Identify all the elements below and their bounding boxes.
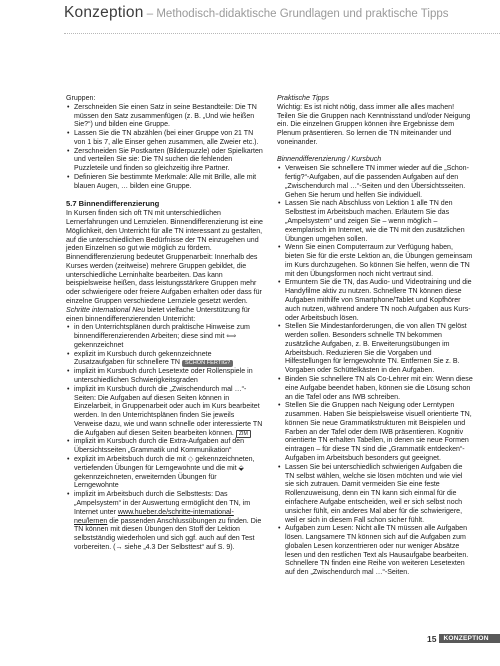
- arrows-icon: ⟺: [226, 333, 237, 341]
- list-item: • implizit im Kursbuch durch Lesetexte oder Rollenspiele in unterschiedlichen Schwierigkeitsgraden: [66, 368, 263, 386]
- list-item: • Lassen Sie bei unterschiedlich schwierigen Aufgaben die TN selbst wählen, welche sie lösen möchten und wie viel sie sich zutrauen. Damit vermeiden Sie eine feste Rollenzuweisung, denn ein TN kann sich einmal für die einfachere Aufgabe entscheiden, weil er sich selbst noch unsicher fühlt, ein anderes Mal aber für die schwierigere, weil er sich in diesem Fall schon sicher fühlt.: [277, 464, 473, 525]
- section-heading: 5.7 Binnendifferenzierung: [66, 199, 160, 209]
- list-item: • Stellen Sie die Gruppen nach Neigung oder Lerntypen zusammen. Haben Sie beispielsweise visuell orientierte TN, können Sie neue Grammatikstrukturen mit Beispielen und Farben an der Tafel oder dem IWB präsentieren. Kognitiv orientierte TN erhalten Tabellen, in denen sie neue Formen eintragen – für diese TN sind die „Grammatik entdecken“-Aufgaben im Arbeitsbuch besonders gut geeignet.: [277, 402, 473, 463]
- tips-heading: Praktische Tipps: [277, 95, 330, 102]
- list-item: • implizit im Kursbuch durch die „Zwischendurch mal …“-Seiten: Die Aufgaben auf diesen Seiten können in Einzelarbeit, in Gruppenarbeit oder auch im Kurs bearbeitet werden. In den Unterrichtsplänen finden Sie jeweils Verweise dazu, wie und wann schnelle oder interessierte TN die Aufgaben auf diesen Seiten bearbeiten können. ZIM: [66, 386, 263, 439]
- header-rule: [64, 33, 500, 34]
- hueber-link[interactable]: www.hueber.de/schritte-international-neu/lernen: [74, 508, 234, 525]
- section-flag: KONZEPTION: [439, 634, 500, 643]
- page-footer: [427, 633, 500, 644]
- features-list: [66, 324, 263, 552]
- section-paragraph: In Kursen finden sich oft TN mit unterschiedlichen Lernerfahrungen und Lernzielen. Binnendifferenzierung ist eine Möglichkeit, den Unterricht für alle TN interessant zu gestalten, auf die unterschiedlichen Bedürfnisse der TN einzugehen und jeden Einzelnen so gut wie möglich zu fördern. Binnendifferenzierung bedeutet Gruppenarbeit: Innerhalb des Kurses werden (zeitweise) mehrere Gruppen gebildet, die unterschiedliche Lerninhalte bearbeiten. Das kann beispielsweise heißen, dass leistungsstärkere Gruppen mehr oder schwierigere oder freiere Aufgaben erhalten oder dass für einzelne Gruppen verschiedene Lernziele gesetzt werden. Schritte international Neu bietet vielfache Unterstützung für einen binnendifferenzierenden Unterricht:: [66, 210, 263, 323]
- list-item: • Zerschneiden Sie Postkarten (Bilderpuzzle) oder Spielkarten und verteilen Sie sie: Die TN suchen die fehlenden Puzzleteile und finden so gleichzeitig ihre Partner.: [66, 148, 263, 174]
- zim-badge: ZIM: [236, 430, 251, 438]
- schon-fertig-badge: SCHON FERTIG?: [182, 360, 233, 367]
- diamond-icon: ◇: [187, 456, 194, 464]
- groups-list: [66, 104, 263, 192]
- list-item: • Lassen Sie nach Abschluss von Lektion 1 alle TN den Selbsttest im Arbeitsbuch machen. Erläutern Sie das „Ampelsystem“ und zeigen Sie – wenn möglich – exemplarisch im Internet, wie die TN mit den zusätzlichen Übungen umgehen sollen.: [277, 200, 473, 244]
- list-item: • Lassen Sie die TN abzählen (bei einer Gruppe von 21 TN von 1 bis 7, alle Einser gehen zusammen, alle Zweier etc.).: [66, 130, 263, 148]
- list-item: • implizit im Kursbuch durch die Extra-Aufgaben auf den Übersichtsseiten „Grammatik und Kommunikation“: [66, 438, 263, 456]
- list-item: • Wenn Sie einen Computerraum zur Verfügung haben, bieten Sie für die erste Lektion an, die Übungen gemeinsam im Kurs durchzugehen. So können Sie helfen, wenn die TN mit den Übungsformen noch nicht vertraut sind.: [277, 244, 473, 279]
- list-item: • Definieren Sie bestimmte Merkmale: Alle mit Brille, alle mit blauen Augen, … bilden eine Gruppe.: [66, 174, 263, 192]
- page-number: 15: [427, 633, 437, 644]
- list-item: • Zerschneiden Sie einen Satz in seine Bestandteile: Die TN müssen den Satz zusammenfügen (z. B. „Und wie heißen Sie?“) und bilden eine Gruppe.: [66, 104, 263, 130]
- list-item: • Stellen Sie Mindestanforderungen, die von allen TN gelöst werden sollen. Besonders schnelle TN bekommen zusätzliche Aufgaben, z. B. Erweiterungsübungen im Arbeitsbuch. Reduzieren Sie die Vorgaben und Hilfestellungen für lerngewohnte TN. Entfernen Sie z. B. Vorgaben oder Schüttelkästen in den Aufgaben.: [277, 323, 473, 376]
- left-column: [66, 95, 263, 553]
- page-header: [64, 4, 500, 32]
- tips-list: [277, 165, 473, 578]
- right-column: [277, 95, 473, 578]
- list-item: • explizit im Kursbuch durch gekennzeichnete Zusatzaufgaben für schnellere TN SCHON FERTIG?: [66, 351, 263, 369]
- tips-subheading: Binnendifferenzierung / Kursbuch: [277, 156, 382, 164]
- page-title: Konzeption: [64, 4, 144, 21]
- list-item: • implizit im Arbeitsbuch durch die Selbsttests: Das „Ampelsystem“ in der Auswertung ermöglicht den TN, im Internet unter www.hueber.de/schritte-international-neu/lernen die passenden Anschlussübungen zu finden. Die TN können mit diesen Übungen den Stoff der Lektion selbstständig wiederholen und sich ggf. auch auf den Test vorbereiten. (→ siehe „4.3 Der Selbsttest“ auf S. 9).: [66, 491, 263, 552]
- groups-label: Gruppen:: [66, 95, 96, 102]
- list-item: • Verweisen Sie schnellere TN immer wieder auf die „Schon-fertig?“-Aufgaben, auf die passenden Aufgaben auf den „Zwischendurch mal …“-Seiten und den Übersichtsseiten. Gehen Sie herum und helfen Sie individuell.: [277, 165, 473, 200]
- list-item: • Ermuntern Sie die TN, das Audio- und Videotraining und die Handyfilme aktiv zu nutzen. Schnellere TN können diese Aufgaben mithilfe von Smartphone/Tablet und Kopfhörer auch nutzen, während andere TN noch Aufgaben aus Kurs- oder Arbeitsbuch lösen.: [277, 279, 473, 323]
- list-item: • Aufgaben zum Lesen: Nicht alle TN müssen alle Aufgaben lösen. Langsamere TN können sich auf die Aufgaben zum globalen Lesen konzentrieren oder nur weniger Absätze lesen und den restlichen Text als Hausaufgabe bearbeiten. Schnellere TN finden eine Reihe von weiteren Lesetexten auf den „Zwischendurch mal …“-Seiten.: [277, 525, 473, 578]
- tips-paragraph: Wichtig: Es ist nicht nötig, dass immer alle alles machen! Teilen Sie die Gruppen nach Kenntnisstand und/oder Neigung ein. Die einzelnen Gruppen können ihre Ergebnisse dem Plenum präsentieren. So lernen die TN miteinander und voneinander.: [277, 103, 471, 146]
- list-item: • explizit im Arbeitsbuch durch die mit ◇ gekennzeichneten, vertiefenden Übungen für Lerngewohnte und die mit ⬙ gekennzeichneten, erweiternden Übungen für Lerngewohnte: [66, 456, 263, 491]
- list-item: • Binden Sie schnellere TN als Co-Lehrer mit ein: Wenn diese eine Aufgabe beendet haben, können sie die Lösung schon an die Tafel oder ans IWB schreiben.: [277, 376, 473, 402]
- page-subtitle: – Methodisch-didaktische Grundlagen und praktische Tipps: [143, 8, 449, 20]
- list-item: • in den Unterrichtsplänen durch praktische Hinweise zum binnendifferenzierenden Arbeiten; diese sind mit ⟺ gekennzeichnet: [66, 324, 263, 350]
